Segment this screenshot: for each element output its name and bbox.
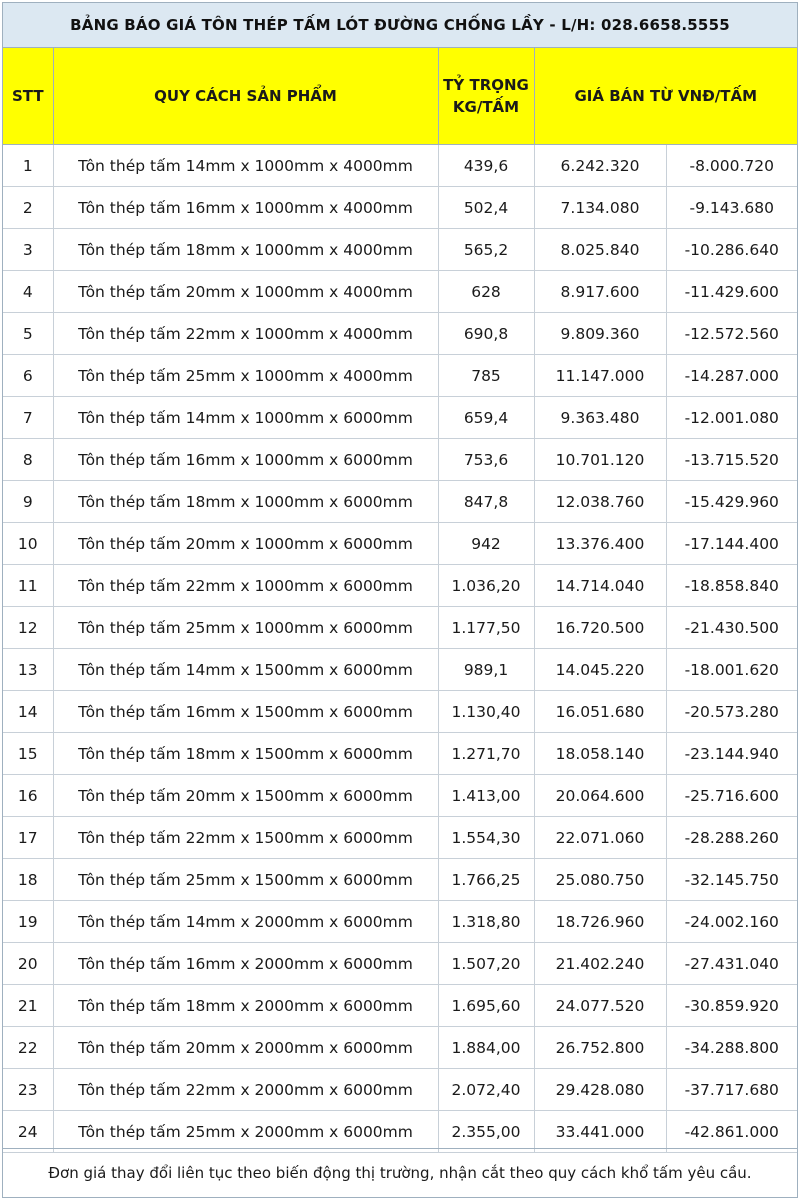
cell-spec: Tôn thép tấm 22mm x 2000mm x 6000mm [53, 1069, 438, 1111]
cell-stt: 14 [3, 691, 53, 733]
cell-weight: 1.413,00 [438, 775, 534, 817]
cell-stt: 20 [3, 943, 53, 985]
cell-price-from: 16.720.500 [534, 607, 666, 649]
cell-weight: 2.072,40 [438, 1069, 534, 1111]
cell-price-to: -25.716.600 [666, 775, 797, 817]
cell-price-from: 24.077.520 [534, 985, 666, 1027]
cell-spec: Tôn thép tấm 22mm x 1000mm x 4000mm [53, 313, 438, 355]
cell-weight: 628 [438, 271, 534, 313]
cell-stt: 16 [3, 775, 53, 817]
cell-price-from: 9.363.480 [534, 397, 666, 439]
cell-weight: 1.130,40 [438, 691, 534, 733]
cell-stt: 10 [3, 523, 53, 565]
cell-weight: 565,2 [438, 229, 534, 271]
cell-stt: 21 [3, 985, 53, 1027]
footnote: Đơn giá thay đổi liên tục theo biến động thị trường, nhận cắt theo quy cách khổ tấm yêu cầu. [3, 1148, 797, 1197]
table-row [3, 481, 797, 523]
cell-price-from: 20.064.600 [534, 775, 666, 817]
cell-price-from: 8.917.600 [534, 271, 666, 313]
cell-price-to: -21.430.500 [666, 607, 797, 649]
cell-weight: 690,8 [438, 313, 534, 355]
table-row [3, 943, 797, 985]
header-stt: STT [3, 48, 53, 145]
cell-stt: 19 [3, 901, 53, 943]
cell-spec: Tôn thép tấm 18mm x 2000mm x 6000mm [53, 985, 438, 1027]
cell-weight: 1.554,30 [438, 817, 534, 859]
cell-price-to: -18.858.840 [666, 565, 797, 607]
cell-price-to: -28.288.260 [666, 817, 797, 859]
cell-price-to: -24.002.160 [666, 901, 797, 943]
cell-weight: 1.271,70 [438, 733, 534, 775]
cell-price-to: -10.286.640 [666, 229, 797, 271]
cell-spec: Tôn thép tấm 14mm x 2000mm x 6000mm [53, 901, 438, 943]
cell-price-from: 8.025.840 [534, 229, 666, 271]
cell-price-from: 26.752.800 [534, 1027, 666, 1069]
cell-price-to: -34.288.800 [666, 1027, 797, 1069]
header-price-label: GIÁ BÁN TỪ VNĐ/TẤM [574, 87, 758, 105]
cell-weight: 439,6 [438, 145, 534, 187]
cell-weight: 1.177,50 [438, 607, 534, 649]
cell-spec: Tôn thép tấm 25mm x 1000mm x 6000mm [53, 607, 438, 649]
cell-price-from: 33.441.000 [534, 1111, 666, 1153]
cell-price-from: 12.038.760 [534, 481, 666, 523]
cell-weight: 502,4 [438, 187, 534, 229]
cell-spec: Tôn thép tấm 16mm x 1000mm x 6000mm [53, 439, 438, 481]
cell-stt: 23 [3, 1069, 53, 1111]
cell-price-to: -11.429.600 [666, 271, 797, 313]
header-price [534, 48, 797, 145]
cell-price-to: -12.001.080 [666, 397, 797, 439]
cell-price-to: -42.861.000 [666, 1111, 797, 1153]
cell-price-to: -15.429.960 [666, 481, 797, 523]
table-title: BẢNG BÁO GIÁ TÔN THÉP TẤM LÓT ĐƯỜNG CHỐNG LẦY - L/H: 028.6658.5555 [3, 3, 797, 48]
table-row [3, 1111, 797, 1153]
cell-spec: Tôn thép tấm 16mm x 2000mm x 6000mm [53, 943, 438, 985]
cell-price-to: -30.859.920 [666, 985, 797, 1027]
table-row [3, 775, 797, 817]
cell-price-to: -12.572.560 [666, 313, 797, 355]
cell-price-to: -8.000.720 [666, 145, 797, 187]
cell-stt: 18 [3, 859, 53, 901]
cell-spec: Tôn thép tấm 25mm x 2000mm x 6000mm [53, 1111, 438, 1153]
cell-stt: 7 [3, 397, 53, 439]
table-row [3, 355, 797, 397]
table-row [3, 397, 797, 439]
price-sheet [2, 2, 798, 1198]
cell-price-from: 18.058.140 [534, 733, 666, 775]
cell-stt: 6 [3, 355, 53, 397]
cell-stt: 12 [3, 607, 53, 649]
cell-spec: Tôn thép tấm 18mm x 1000mm x 4000mm [53, 229, 438, 271]
table-row [3, 187, 797, 229]
table-row [3, 313, 797, 355]
cell-spec: Tôn thép tấm 14mm x 1500mm x 6000mm [53, 649, 438, 691]
cell-price-from: 13.376.400 [534, 523, 666, 565]
cell-weight: 2.355,00 [438, 1111, 534, 1153]
cell-price-to: -27.431.040 [666, 943, 797, 985]
cell-price-from: 21.402.240 [534, 943, 666, 985]
cell-stt: 9 [3, 481, 53, 523]
cell-price-to: -23.144.940 [666, 733, 797, 775]
cell-stt: 2 [3, 187, 53, 229]
cell-stt: 13 [3, 649, 53, 691]
cell-spec: Tôn thép tấm 22mm x 1000mm x 6000mm [53, 565, 438, 607]
cell-spec: Tôn thép tấm 18mm x 1500mm x 6000mm [53, 733, 438, 775]
table-row [3, 691, 797, 733]
price-table [3, 48, 797, 1153]
cell-price-from: 9.809.360 [534, 313, 666, 355]
cell-price-to: -20.573.280 [666, 691, 797, 733]
cell-spec: Tôn thép tấm 20mm x 1500mm x 6000mm [53, 775, 438, 817]
cell-weight: 1.695,60 [438, 985, 534, 1027]
cell-stt: 4 [3, 271, 53, 313]
cell-price-to: -32.145.750 [666, 859, 797, 901]
cell-price-from: 6.242.320 [534, 145, 666, 187]
cell-price-to: -14.287.000 [666, 355, 797, 397]
table-row [3, 145, 797, 187]
table-header [3, 48, 797, 145]
cell-spec: Tôn thép tấm 22mm x 1500mm x 6000mm [53, 817, 438, 859]
table-row [3, 901, 797, 943]
header-weight-label: TỶ TRỌNG KG/TẤM [443, 76, 529, 116]
table-row [3, 859, 797, 901]
cell-price-from: 14.714.040 [534, 565, 666, 607]
cell-stt: 8 [3, 439, 53, 481]
cell-spec: Tôn thép tấm 25mm x 1500mm x 6000mm [53, 859, 438, 901]
cell-stt: 15 [3, 733, 53, 775]
cell-price-from: 22.071.060 [534, 817, 666, 859]
table-row [3, 523, 797, 565]
cell-weight: 1.766,25 [438, 859, 534, 901]
cell-spec: Tôn thép tấm 20mm x 2000mm x 6000mm [53, 1027, 438, 1069]
table-body [3, 145, 797, 1153]
cell-spec: Tôn thép tấm 20mm x 1000mm x 6000mm [53, 523, 438, 565]
cell-weight: 753,6 [438, 439, 534, 481]
cell-price-from: 7.134.080 [534, 187, 666, 229]
cell-price-from: 16.051.680 [534, 691, 666, 733]
cell-price-from: 18.726.960 [534, 901, 666, 943]
table-row [3, 229, 797, 271]
cell-price-to: -9.143.680 [666, 187, 797, 229]
cell-weight: 1.318,80 [438, 901, 534, 943]
cell-stt: 3 [3, 229, 53, 271]
cell-price-from: 10.701.120 [534, 439, 666, 481]
cell-weight: 1.036,20 [438, 565, 534, 607]
cell-spec: Tôn thép tấm 16mm x 1500mm x 6000mm [53, 691, 438, 733]
cell-stt: 1 [3, 145, 53, 187]
header-spec: QUY CÁCH SẢN PHẨM [53, 48, 438, 145]
cell-price-to: -37.717.680 [666, 1069, 797, 1111]
cell-stt: 5 [3, 313, 53, 355]
cell-stt: 22 [3, 1027, 53, 1069]
table-row [3, 733, 797, 775]
table-row [3, 1069, 797, 1111]
table-row [3, 565, 797, 607]
cell-stt: 24 [3, 1111, 53, 1153]
cell-spec: Tôn thép tấm 14mm x 1000mm x 6000mm [53, 397, 438, 439]
table-row [3, 649, 797, 691]
table-row [3, 1027, 797, 1069]
cell-spec: Tôn thép tấm 14mm x 1000mm x 4000mm [53, 145, 438, 187]
cell-spec: Tôn thép tấm 16mm x 1000mm x 4000mm [53, 187, 438, 229]
cell-price-from: 29.428.080 [534, 1069, 666, 1111]
table-row [3, 607, 797, 649]
cell-stt: 11 [3, 565, 53, 607]
cell-spec: Tôn thép tấm 20mm x 1000mm x 4000mm [53, 271, 438, 313]
cell-weight: 1.507,20 [438, 943, 534, 985]
cell-price-from: 14.045.220 [534, 649, 666, 691]
cell-price-to: -13.715.520 [666, 439, 797, 481]
cell-weight: 1.884,00 [438, 1027, 534, 1069]
cell-stt: 17 [3, 817, 53, 859]
table-row [3, 439, 797, 481]
cell-weight: 989,1 [438, 649, 534, 691]
cell-price-to: -18.001.620 [666, 649, 797, 691]
cell-spec: Tôn thép tấm 18mm x 1000mm x 6000mm [53, 481, 438, 523]
cell-weight: 659,4 [438, 397, 534, 439]
header-row [3, 48, 797, 145]
table-row [3, 271, 797, 313]
table-row [3, 817, 797, 859]
cell-price-from: 11.147.000 [534, 355, 666, 397]
cell-weight: 785 [438, 355, 534, 397]
cell-price-from: 25.080.750 [534, 859, 666, 901]
cell-weight: 942 [438, 523, 534, 565]
cell-weight: 847,8 [438, 481, 534, 523]
table-row [3, 985, 797, 1027]
cell-spec: Tôn thép tấm 25mm x 1000mm x 4000mm [53, 355, 438, 397]
header-weight [438, 48, 534, 145]
cell-price-to: -17.144.400 [666, 523, 797, 565]
